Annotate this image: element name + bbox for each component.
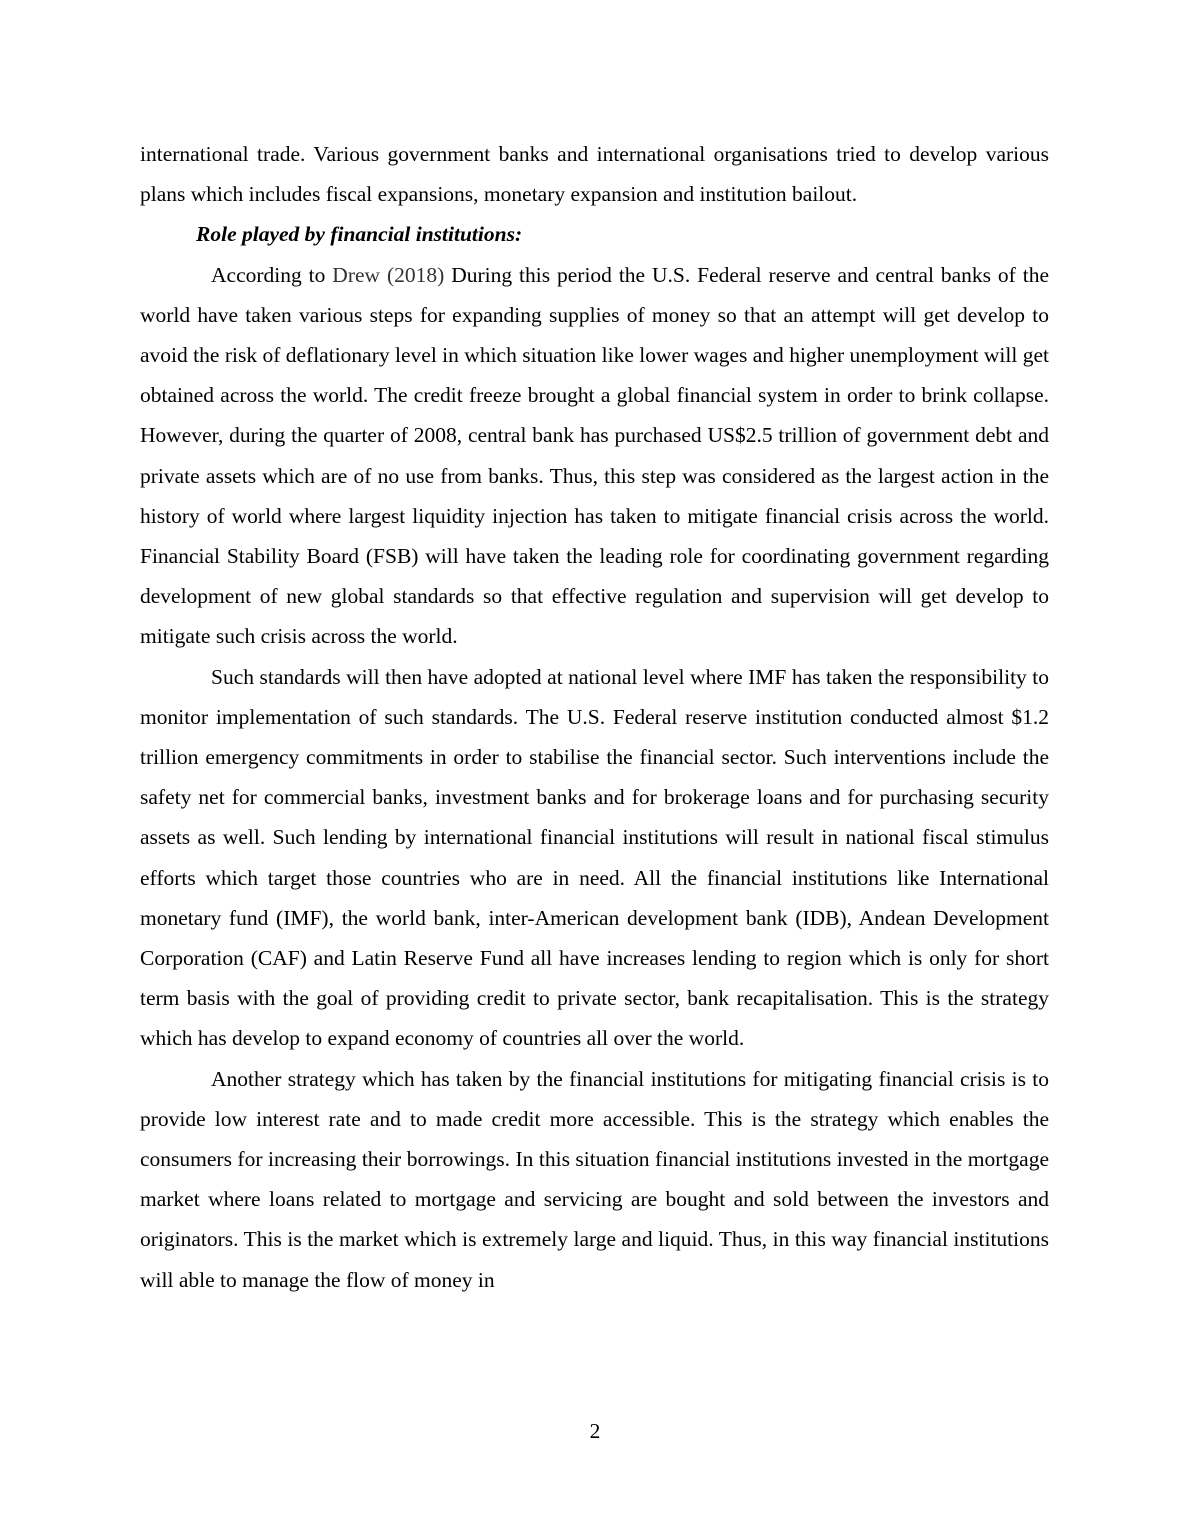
page-number: 2	[589, 1419, 601, 1443]
paragraph-lead: According to	[211, 262, 333, 287]
document-body	[140, 134, 1049, 1300]
paragraph-standards: Such standards will then have adopted at national level where IMF has taken the responsibility to monitor implementation of such standards. The U.S. Federal reserve institution conducted almost $1.2 trillion emergency commitments in order to stabilise the financial sector. Such interventions include the safety net for commercial banks, investment banks and for brokerage loans and for purchasing security assets as well. Such lending by international financial institutions will result in national fiscal stimulus efforts which target those countries who are in need. All the financial institutions like International monetary fund (IMF), the world bank, inter-American development bank (IDB), Andean Development Corporation (CAF) and Latin Reserve Fund all have increases lending to region which is only for short term basis with the goal of providing credit to private sector, bank recapitalisation. This is the strategy which has develop to expand economy of countries all over the world.	[140, 664, 1049, 1051]
paragraph-strategy: Another strategy which has taken by the financial institutions for mitigating financial crisis is to provide low interest rate and to made credit more accessible. This is the strategy which enables the consumers for increasing their borrowings. In this situation financial institutions invested in the mortgage market where loans related to mortgage and servicing are bought and sold between the investors and originators. This is the market which is extremely large and liquid. Thus, in this way financial institutions will able to manage the flow of money in	[140, 1066, 1049, 1292]
paragraph-body: During this period the U.S. Federal reserve and central banks of the world have taken various steps for expanding supplies of money so that an attempt will get develop to avoid the risk of deflationary level in which situation like lower wages and higher unemployment will get obtained across the world. The credit freeze brought a global financial system in order to brink collapse. However, during the quarter of 2008, central bank has purchased US$2.5 trillion of government debt and private assets which are of no use from banks. Thus, this step was considered as the largest action in the history of world where largest liquidity injection has taken to mitigate financial crisis across the world. Financial Stability Board (FSB) will have taken the leading role for coordinating government regarding development of new global standards so that effective regulation and supervision will get develop to mitigate such crisis across the world.	[140, 262, 1050, 649]
section-heading: Role played by financial institutions:	[196, 222, 523, 247]
continuation-paragraph: international trade. Various government banks and international organisations tried to develop various plans which includes fiscal expansions, monetary expansion and institution bailout.	[140, 142, 1049, 207]
paragraph-drew-citation	[140, 255, 1049, 657]
citation-link[interactable]: Drew (2018)	[332, 262, 445, 287]
